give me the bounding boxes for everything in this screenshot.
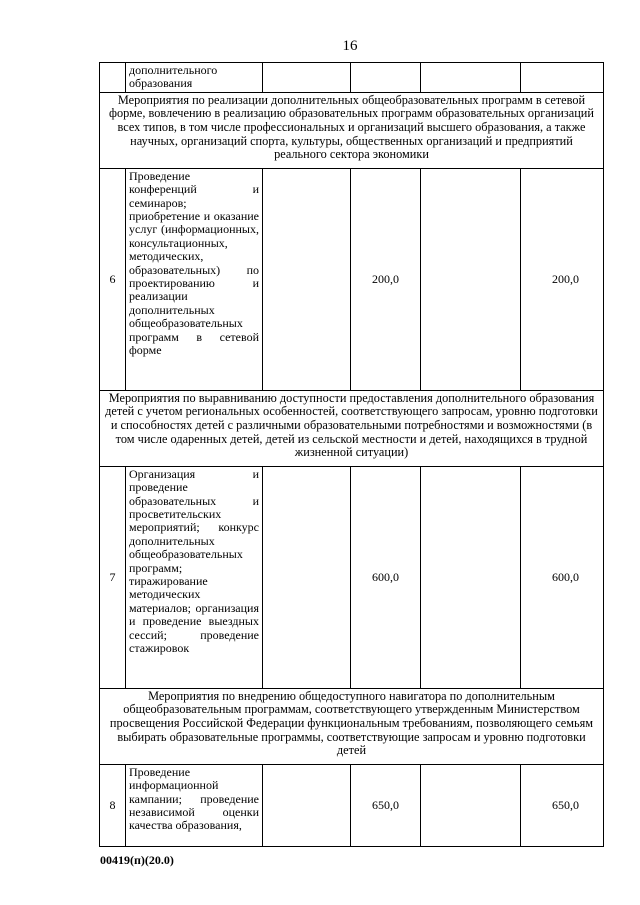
empty-cell (421, 764, 521, 846)
measure-name: Организация и проведение образовательных и просветительских мероприятий; конкурс дополнительных общеобразовательных программ; тиражирование методических материалов; организация и проведение выездных сессий; проведение стажировок (126, 466, 263, 688)
empty-cell (521, 63, 604, 93)
empty-cell (351, 63, 421, 93)
table-row (100, 168, 604, 390)
amount-cell: 600,0 (351, 466, 421, 688)
row-number: 8 (100, 764, 126, 846)
section-heading: Мероприятия по выравниванию доступности предоставления дополнительного образования детей с учетом региональных особенностей, соответствующего запросам, уровню подготовки и способностях детей с различными образовательными потребностями и возможностями (в том числе одаренных детей, детей из сельской местности и детей, находящихся в трудной жизненной ситуации) (100, 390, 604, 466)
amount-cell: 650,0 (351, 764, 421, 846)
empty-cell (263, 466, 351, 688)
section-heading-row (100, 92, 604, 168)
section-heading-row (100, 390, 604, 466)
empty-cell (263, 764, 351, 846)
amount-cell: 200,0 (351, 168, 421, 390)
total-cell: 600,0 (521, 466, 604, 688)
measure-name: дополнительного образования (129, 63, 218, 91)
plan-table (99, 62, 604, 847)
row-number: 7 (100, 466, 126, 688)
total-cell: 650,0 (521, 764, 604, 846)
empty-cell (421, 466, 521, 688)
page-number: 16 (342, 38, 358, 54)
row-number: 6 (100, 168, 126, 390)
measure-name: Проведение информационной кампании; проведение независимой оценки качества образования, (126, 764, 263, 846)
section-heading: Мероприятия по внедрению общедоступного навигатора по дополнительным общеобразовательным программам, соответствующего утвержденным Министерством просвещения Российской Федерации функциональным требованиям, позволяющего семьям выбирать образовательные программы, соответствующие запросам и уровню подготовки детей (100, 688, 604, 764)
table-row (100, 764, 604, 846)
empty-cell (263, 63, 351, 93)
empty-cell (421, 63, 521, 93)
table-row (100, 63, 604, 93)
section-heading: Мероприятия по реализации дополнительных общеобразовательных программ в сетевой форме, вовлечению в реализацию образовательных программ образовательных организаций всех типов, в том числе профессиональных и организаций высшего образования, а также научных, организаций спорта, культуры, общественных организаций и предприятий реального сектора экономики (100, 92, 604, 168)
empty-cell (421, 168, 521, 390)
table-row (100, 466, 604, 688)
row-number-cell (100, 63, 126, 93)
document-code: 00419(п)(20.0) (100, 853, 174, 867)
total-cell: 200,0 (521, 168, 604, 390)
section-heading-row (100, 688, 604, 764)
measure-name: Проведение конференций и семинаров; приобретение и оказание услуг (информационных, консультационных, методических, образовательных) по проектированию и реализации дополнительных общеобразовательных программ в сетевой форме (126, 168, 263, 390)
measure-name-cell (126, 63, 263, 93)
empty-cell (263, 168, 351, 390)
